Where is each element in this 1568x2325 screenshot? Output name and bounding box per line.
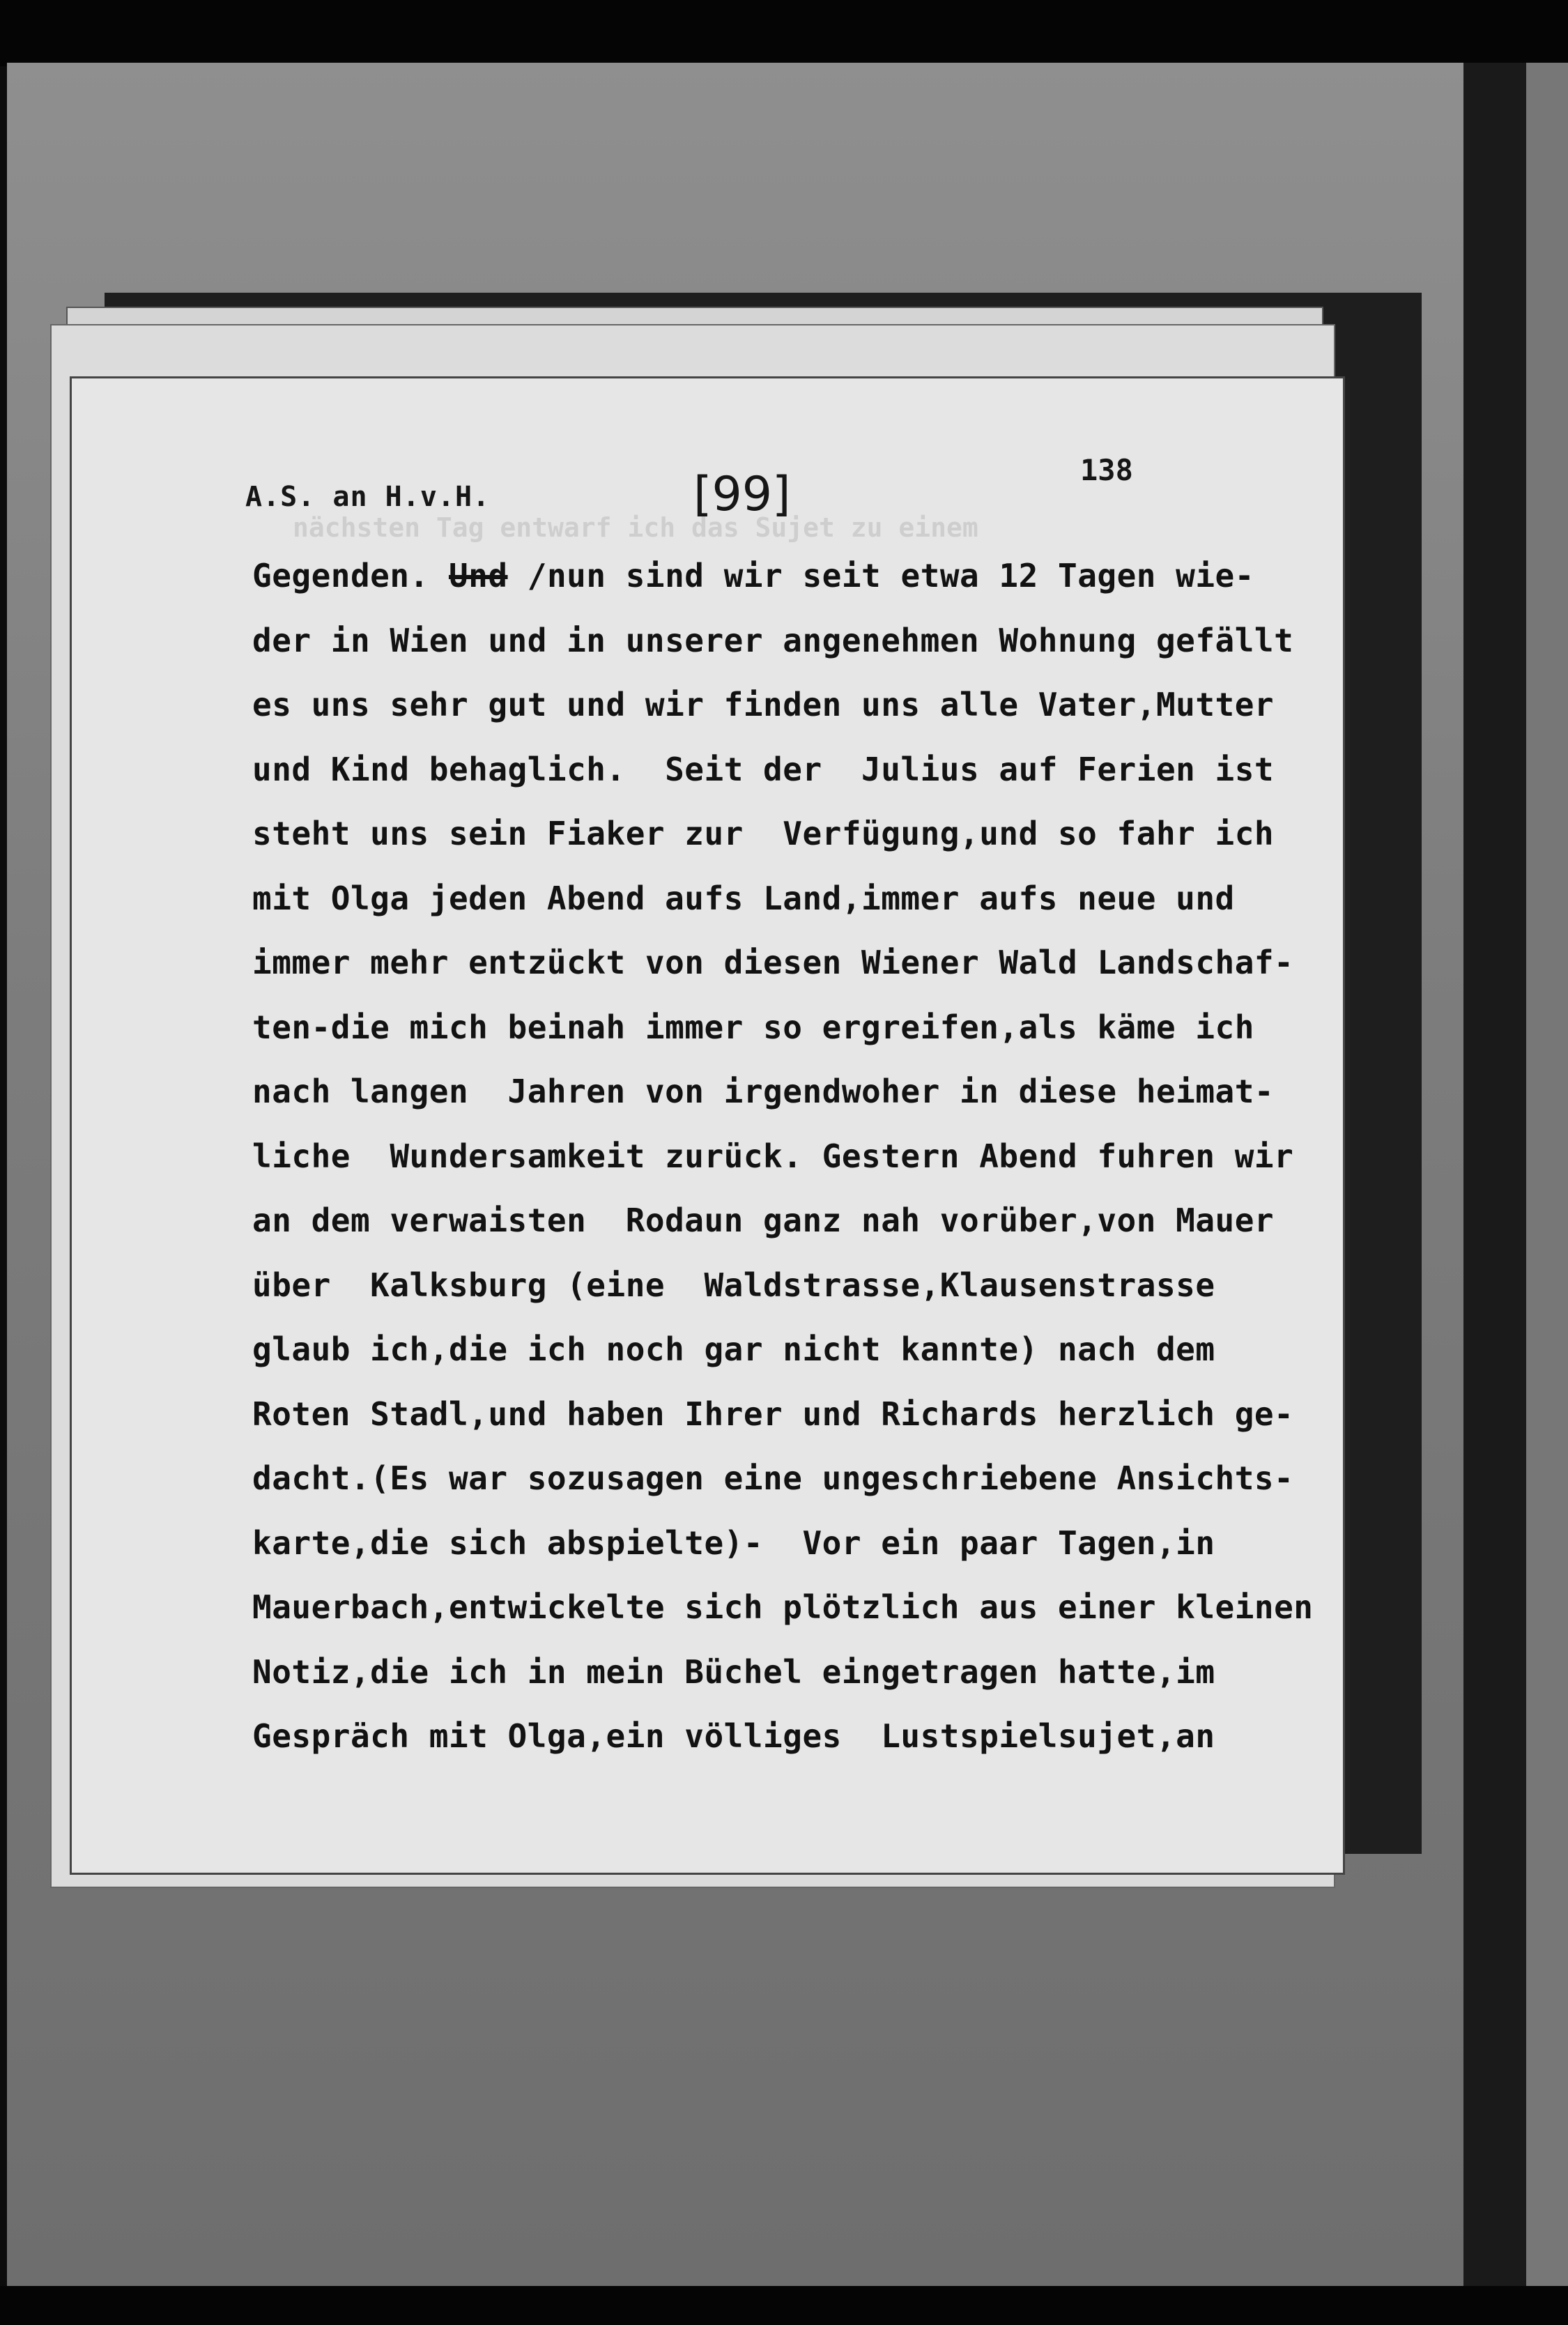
text-line: es uns sehr gut und wir finden uns alle Vater,Mutter xyxy=(252,686,1275,723)
text-line: liche Wundersamkeit zurück. Gestern Abend fuhren wir xyxy=(252,1137,1294,1175)
text-line: immer mehr entzückt von diesen Wiener Wald Landschaf- xyxy=(252,944,1294,981)
text-line: steht uns sein Fiaker zur Verfügung,und so fahr ich xyxy=(252,815,1275,852)
text-line: dacht.(Es war sozusagen eine ungeschriebene Ansichts- xyxy=(252,1459,1294,1497)
text-line: Gespräch mit Olga,ein völliges Lustspielsujet,an xyxy=(252,1717,1215,1755)
text-line-1-start: Gegenden. xyxy=(252,557,429,594)
scan-top-border xyxy=(0,0,1568,66)
text-line-1 xyxy=(252,544,1284,608)
text-line: Roten Stadl,und haben Ihrer und Richards herzlich ge- xyxy=(252,1395,1294,1433)
text-line: Mauerbach,entwickelte sich plötzlich aus einer kleinen xyxy=(252,1588,1314,1626)
page-number: 138 xyxy=(1080,453,1133,487)
text-line: und Kind behaglich. Seit der Julius auf Ferien ist xyxy=(252,750,1275,788)
text-line: Notiz,die ich in mein Büchel eingetragen hatte,im xyxy=(252,1652,1215,1691)
letter-sender-recipient: A.S. an H.v.H. xyxy=(245,481,491,513)
archive-number: [99] xyxy=(693,467,791,522)
text-line: der in Wien und in unserer angenehmen Wohnung gefällt xyxy=(252,621,1294,659)
text-line: über Kalksburg (eine Waldstrasse,Klausenstrasse xyxy=(252,1266,1215,1304)
text-line: glaub ich,die ich noch gar nicht kannte) nach dem xyxy=(252,1330,1215,1368)
text-line: nach langen Jahren von irgendwoher in diese heimat- xyxy=(252,1073,1275,1110)
text-line: ten-die mich beinah immer so ergreifen,als käme ich xyxy=(252,1008,1254,1046)
scan-right-shadow xyxy=(1463,63,1526,2286)
struck-word: Und xyxy=(448,557,508,594)
text-line: karte,die sich abspielte)- Vor ein paar Tagen,in xyxy=(252,1524,1215,1562)
bleed-through-text: nächsten Tag entwarf ich das Sujet zu einem xyxy=(293,512,978,543)
text-line-1-end: /nun sind wir seit etwa 12 Tagen wie- xyxy=(527,557,1254,594)
letter-body xyxy=(252,544,1314,1769)
text-line: mit Olga jeden Abend aufs Land,immer aufs neue und xyxy=(252,879,1235,917)
text-line: an dem verwaisten Rodaun ganz nah vorüber,von Mauer xyxy=(252,1202,1275,1239)
scan-bottom-border xyxy=(0,2286,1568,2325)
scan-right-edge xyxy=(1526,63,1568,2286)
